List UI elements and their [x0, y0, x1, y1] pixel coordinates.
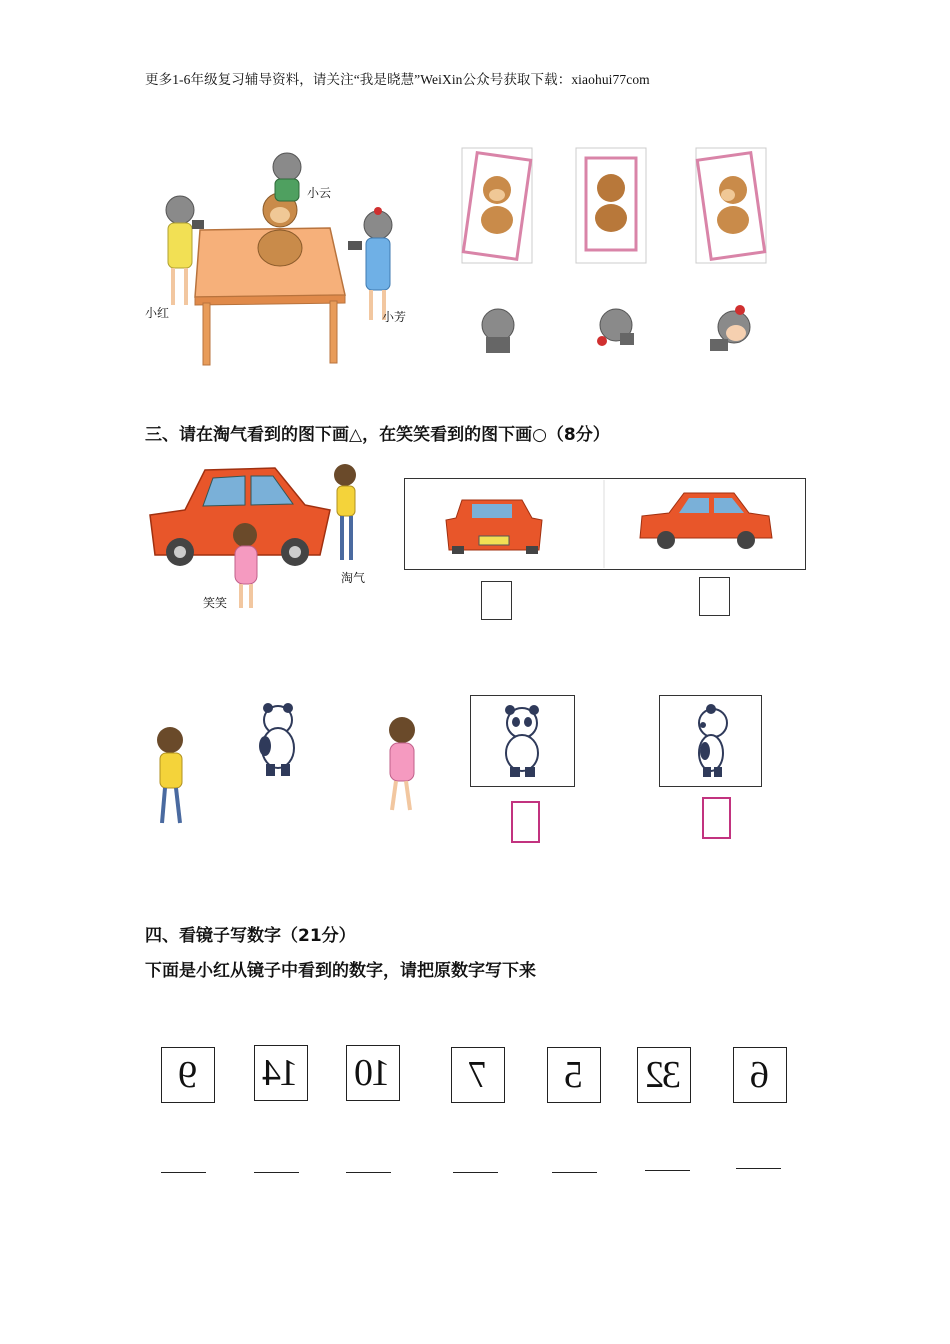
mirror-number-box — [733, 1047, 787, 1103]
name-xiaoyun: 小云 — [307, 186, 332, 200]
answer-line[interactable] — [161, 1172, 206, 1173]
table-scene-illustration — [140, 145, 420, 370]
mirror-number-box — [254, 1045, 308, 1101]
monkey-picture-3 — [696, 148, 766, 263]
name-xiaohong: 小红 — [145, 306, 170, 320]
answer-line[interactable] — [552, 1172, 597, 1173]
panda-scene-illustration — [140, 698, 430, 833]
name-taoqi: 淘气 — [341, 571, 366, 585]
answer-line[interactable] — [254, 1172, 299, 1173]
mirror-number-box — [637, 1047, 691, 1103]
mirror-number-box — [161, 1047, 215, 1103]
mirror-number-box — [451, 1047, 505, 1103]
xiaohong-head-icon — [594, 303, 639, 358]
panda-front-picture — [470, 695, 575, 787]
answer-box-panda-front[interactable] — [511, 801, 540, 843]
xiaofang-head-icon — [706, 303, 756, 358]
monkey-picture-2 — [576, 148, 646, 263]
part3-title: 三、请在淘气看到的图下画△，在笑笑看到的图下画○（8分） — [145, 425, 610, 445]
mirror-number: 5 — [565, 1054, 583, 1096]
name-xiaofang: 小芳 — [382, 310, 407, 324]
panda-side-picture — [659, 695, 762, 787]
mirror-number-box — [547, 1047, 601, 1103]
part4-title: 四、看镜子写数字（21分） — [145, 926, 356, 946]
mirror-number: 14 — [264, 1052, 298, 1094]
car-views-panel — [404, 478, 806, 570]
mirror-number-box — [346, 1045, 400, 1101]
name-xiaoxiao: 笑笑 — [203, 596, 228, 610]
page-header: 更多1-6年级复习辅导资料，请关注“我是晓慧”WeiXin公众号获取下载：xiaohui77com — [145, 72, 650, 87]
answer-line[interactable] — [346, 1172, 391, 1173]
car-scene-illustration — [145, 460, 375, 620]
answer-box-car-side[interactable] — [699, 577, 730, 616]
answer-line[interactable] — [453, 1172, 498, 1173]
answer-line[interactable] — [645, 1170, 690, 1171]
answer-line[interactable] — [736, 1168, 781, 1169]
mirror-number: 6 — [751, 1054, 769, 1096]
part4-instruction: 下面是小红从镜子中看到的数字，请把原数字写下来 — [145, 961, 536, 981]
mirror-number: 10 — [356, 1052, 390, 1094]
xiaoyun-head-icon — [478, 303, 518, 358]
answer-box-panda-side[interactable] — [702, 797, 731, 839]
mirror-number: 7 — [469, 1054, 487, 1096]
mirror-number: 9 — [179, 1054, 197, 1096]
monkey-picture-1 — [462, 148, 532, 263]
answer-box-car-rear[interactable] — [481, 581, 512, 620]
mirror-number: 32 — [647, 1054, 681, 1096]
